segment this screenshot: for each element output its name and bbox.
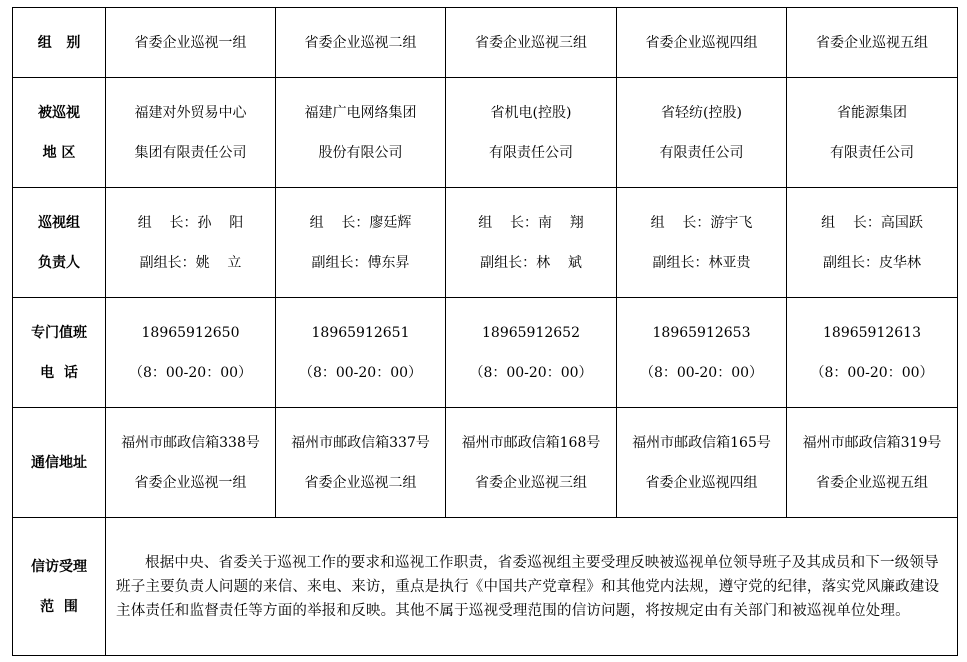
address-cell	[446, 408, 617, 518]
mailbox: 福州市邮政信箱165号	[632, 434, 771, 451]
deputy-name: 副组长：皮华林	[823, 254, 921, 271]
leader-name: 组 长：孙 阳	[137, 214, 244, 231]
leader-cell	[787, 188, 958, 298]
leader-name: 组 长：廖廷辉	[309, 214, 412, 231]
row-address	[13, 408, 958, 518]
group-name-cell	[276, 8, 446, 78]
group-name: 省委企业巡视三组	[475, 34, 587, 51]
unit-cell	[787, 78, 958, 188]
group-name-cell	[106, 8, 276, 78]
label-scope	[13, 518, 106, 656]
leader-name: 组 长：高国跃	[821, 214, 923, 231]
label-region-line2: 地 区	[42, 144, 76, 161]
label-phone-line1: 专门值班	[31, 324, 87, 341]
phone-hours: （8：00-20：00）	[128, 364, 253, 381]
label-address	[13, 408, 106, 518]
unit-line1: 省能源集团	[837, 104, 907, 121]
unit-line1: 福建对外贸易中心	[134, 104, 247, 121]
unit-line2: 有限责任公司	[830, 144, 914, 161]
unit-line1: 省轻纺(控股)	[661, 104, 742, 121]
deputy-name: 副组长：林亚贵	[652, 254, 751, 271]
phone-hours: （8：00-20：00）	[639, 364, 764, 381]
group-name-cell	[446, 8, 617, 78]
address-cell	[276, 408, 446, 518]
unit-line2: 集团有限责任公司	[134, 144, 247, 161]
label-address-text: 通信地址	[31, 454, 87, 471]
unit-line1: 福建广电网络集团	[304, 104, 417, 121]
phone-cell	[276, 298, 446, 408]
phone-hours: （8：00-20：00）	[810, 364, 934, 381]
unit-line1: 省机电(控股)	[490, 104, 572, 121]
phone-number: 18965912653	[652, 324, 751, 341]
recipient: 省委企业巡视四组	[645, 474, 758, 491]
address-cell	[617, 408, 787, 518]
group-name: 省委企业巡视一组	[134, 34, 247, 51]
phone-cell	[446, 298, 617, 408]
unit-line2: 股份有限公司	[318, 144, 403, 161]
label-scope-line2: 范 围	[40, 598, 78, 615]
leader-cell	[106, 188, 276, 298]
deputy-name: 副组长：傅东昇	[311, 254, 410, 271]
recipient: 省委企业巡视三组	[475, 474, 587, 491]
leader-cell	[276, 188, 446, 298]
row-phone	[13, 298, 958, 408]
unit-line2: 有限责任公司	[489, 144, 573, 161]
recipient: 省委企业巡视二组	[304, 474, 417, 491]
row-leader	[13, 188, 958, 298]
leader-cell	[617, 188, 787, 298]
row-region	[13, 78, 958, 188]
unit-cell	[446, 78, 617, 188]
group-name-cell	[617, 8, 787, 78]
phone-hours: （8：00-20：00）	[298, 364, 423, 381]
label-region	[13, 78, 106, 188]
unit-cell	[276, 78, 446, 188]
unit-line2: 有限责任公司	[659, 144, 744, 161]
recipient: 省委企业巡视五组	[816, 474, 928, 491]
phone-number: 18965912651	[311, 324, 410, 341]
recipient: 省委企业巡视一组	[134, 474, 247, 491]
row-scope	[13, 518, 958, 656]
label-leader	[13, 188, 106, 298]
group-name: 省委企业巡视二组	[304, 34, 417, 51]
phone-cell	[787, 298, 958, 408]
group-name: 省委企业巡视五组	[816, 34, 928, 51]
group-name-cell	[787, 8, 958, 78]
label-leader-line2: 负责人	[38, 254, 80, 271]
unit-cell	[617, 78, 787, 188]
label-phone-line2: 电 话	[40, 364, 78, 381]
mailbox: 福州市邮政信箱319号	[802, 434, 942, 451]
phone-cell	[106, 298, 276, 408]
leader-name: 组 长：南 翔	[478, 214, 584, 231]
mailbox: 福州市邮政信箱338号	[121, 434, 260, 451]
label-group-part2: 别	[66, 34, 81, 51]
phone-number: 18965912652	[482, 324, 580, 341]
label-group-part1: 组	[37, 34, 52, 51]
deputy-name: 副组长：姚 立	[139, 254, 242, 271]
unit-cell	[106, 78, 276, 188]
deputy-name: 副组长：林 斌	[480, 254, 582, 271]
label-phone	[13, 298, 106, 408]
address-cell	[787, 408, 958, 518]
label-group	[13, 8, 106, 78]
scope-text: 根据中央、省委关于巡视工作的要求和巡视工作职责，省委巡视组主要受理反映被巡视单位领导班子及其成员和下一级领导班子主要负责人问题的来信、来电、来访，重点是执行《中国共产党章程》和其他党内法规，遵守党的纪律，落实党风廉政建设主体责任和监督责任等方面的举报和反映。其他不属于巡视受理范围的信访问题，将按规定由有关部门和被巡视单位处理。	[116, 554, 940, 619]
group-name: 省委企业巡视四组	[645, 34, 758, 51]
leader-name: 组 长：游宇飞	[650, 214, 753, 231]
label-leader-line1: 巡视组	[38, 214, 80, 231]
label-region-line1: 被巡视	[38, 104, 80, 121]
phone-hours: （8：00-20：00）	[469, 364, 593, 381]
phone-cell	[617, 298, 787, 408]
phone-number: 18965912613	[823, 324, 921, 341]
mailbox: 福州市邮政信箱168号	[461, 434, 601, 451]
phone-number: 18965912650	[141, 324, 240, 341]
address-cell	[106, 408, 276, 518]
scope-cell	[106, 518, 958, 656]
leader-cell	[446, 188, 617, 298]
label-scope-line1: 信访受理	[31, 558, 87, 575]
inspection-table	[12, 7, 958, 656]
mailbox: 福州市邮政信箱337号	[291, 434, 430, 451]
row-group	[13, 8, 958, 78]
